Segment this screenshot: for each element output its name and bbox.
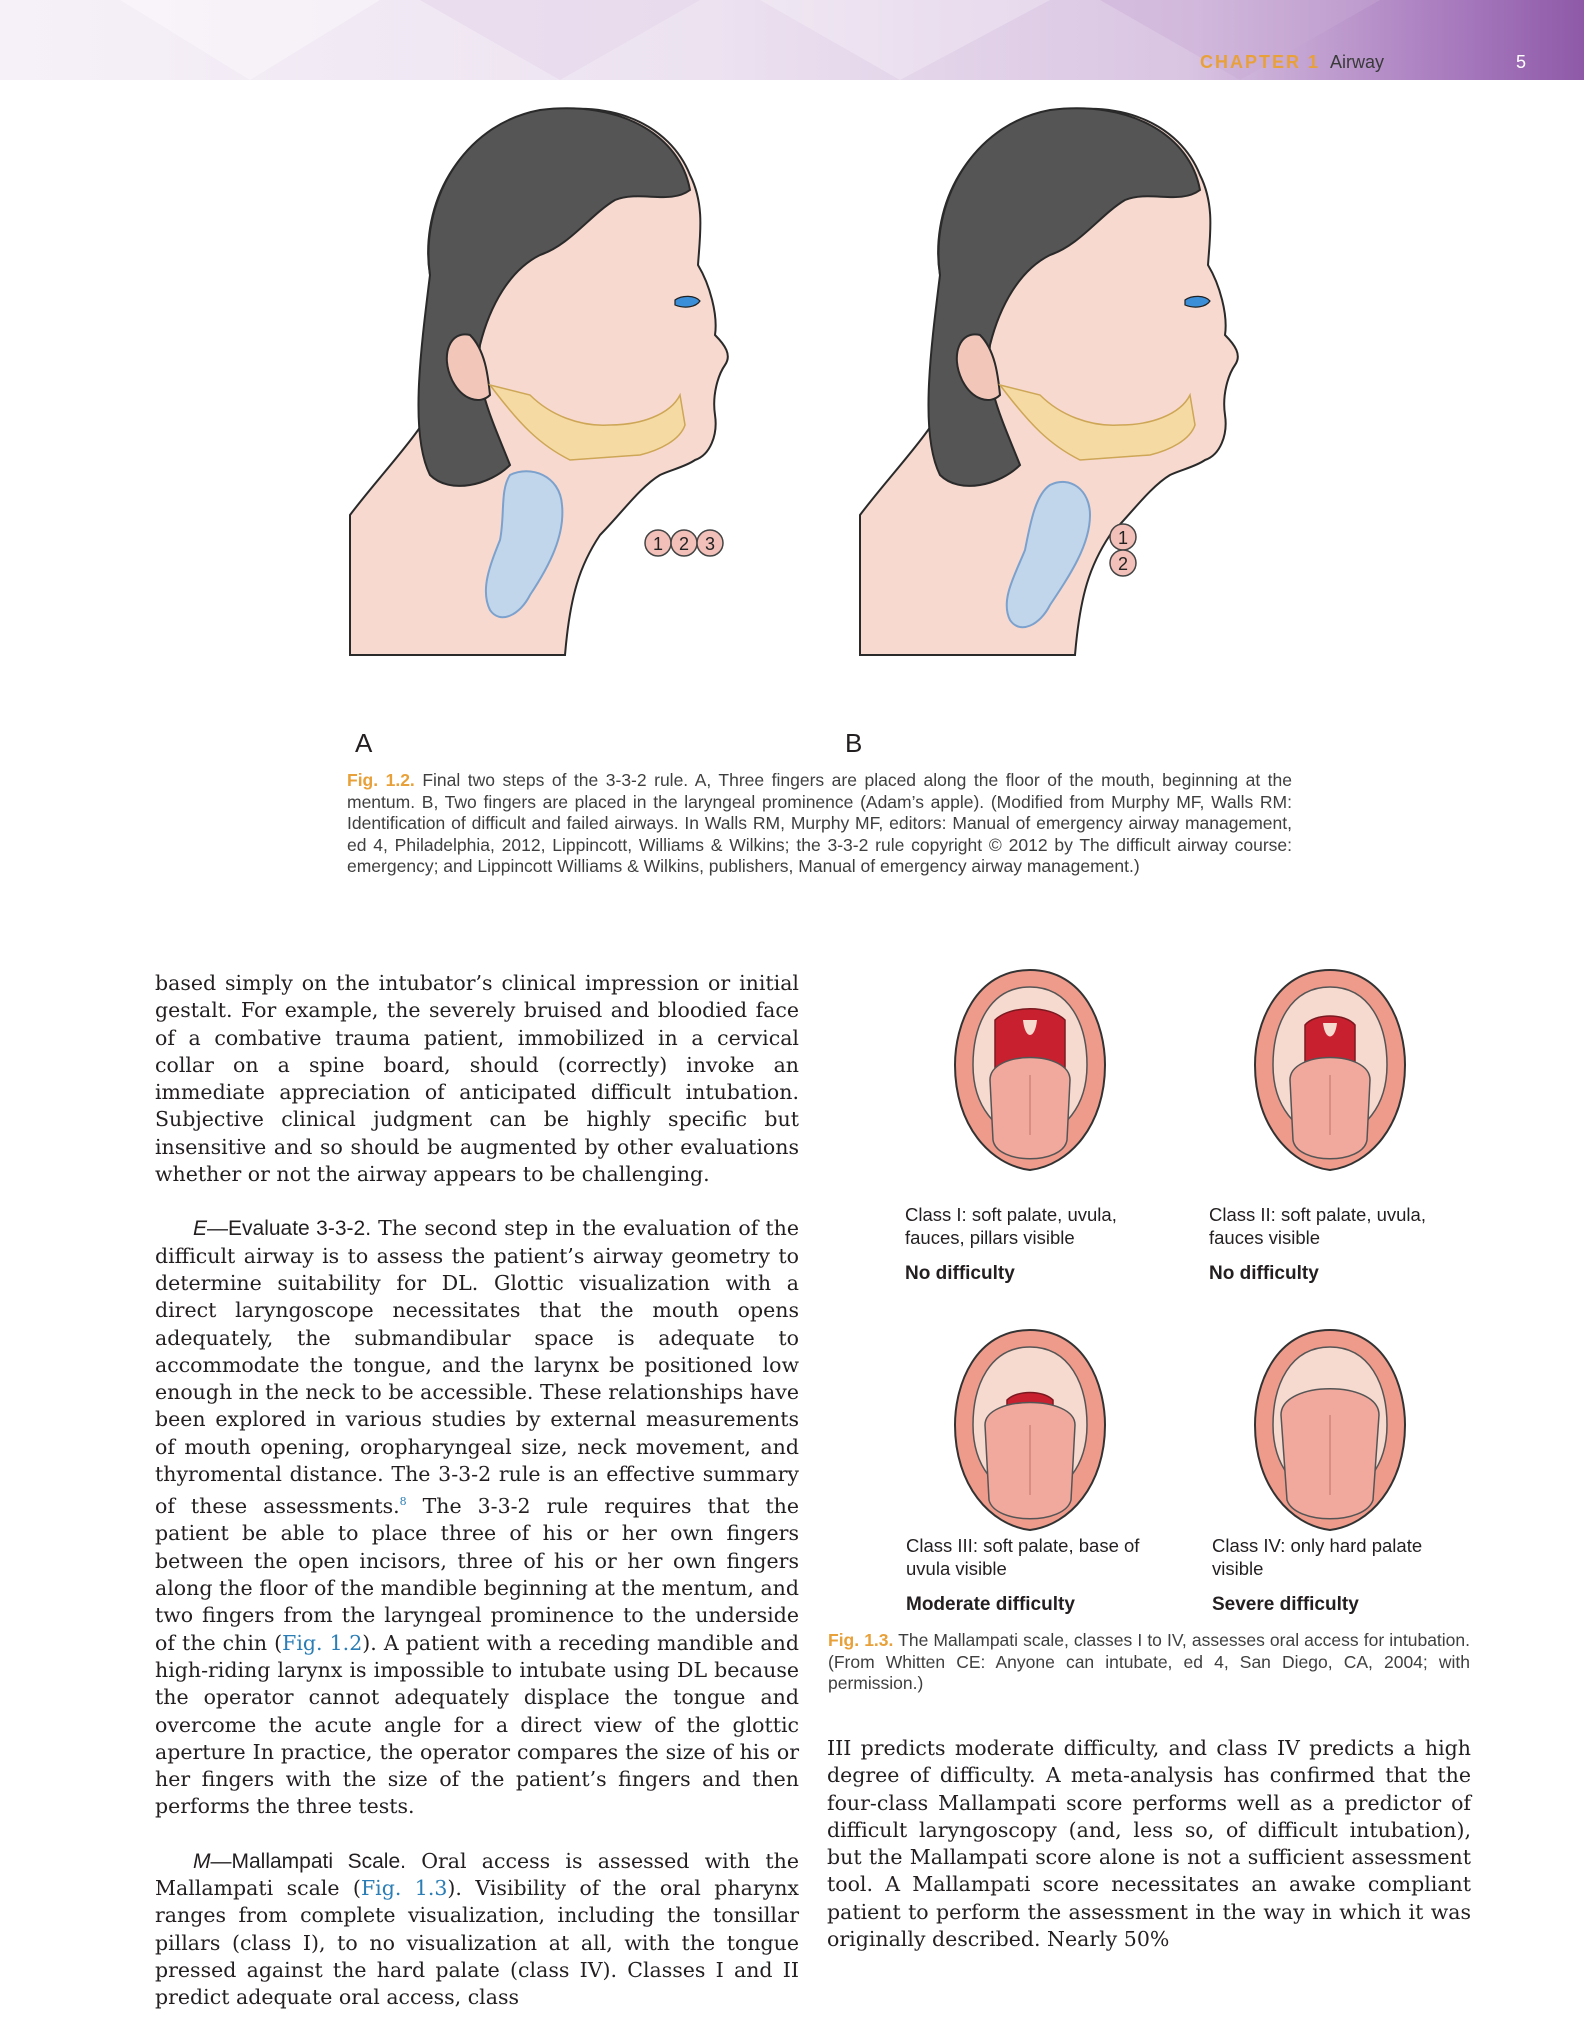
class-1-difficulty: No difficulty — [905, 1263, 1015, 1284]
figure-1-2-illustration — [340, 95, 1260, 755]
class-1-description: Class I: soft palate, uvula, fauces, pillars visible — [905, 1204, 1117, 1248]
finger-mark-a-2: 2 — [678, 534, 690, 554]
class-2-description: Class II: soft palate, uvula, fauces visible — [1209, 1204, 1426, 1248]
fig-1-3-link[interactable]: Fig. 1.3 — [360, 1876, 448, 1901]
figure-1-2-label: Fig. 1.2. — [347, 770, 415, 790]
mouth-class-2-illustration — [1245, 965, 1415, 1175]
finger-mark-b-2: 2 — [1117, 554, 1129, 574]
finger-marks-b — [1110, 524, 1136, 576]
class-4-difficulty: Severe difficulty — [1212, 1594, 1359, 1615]
mouth-class-1-illustration — [945, 965, 1115, 1175]
class-4-description: Class IV: only hard palate visible — [1212, 1535, 1423, 1579]
mouth-class-4-illustration — [1245, 1325, 1415, 1535]
paragraph-3: M—Mallampati Scale. Oral access is assessed with the Mallampati scale (Fig. 1.3). Visibility of the oral pharynx ranges from complete visualization, including the tonsillar pillars (class I), to no visualization at all, with the tongue pressed against the hard palate (class IV). Classes I and II predict adequate oral access, class — [155, 1848, 799, 2010]
finger-marks-a — [645, 530, 723, 556]
fig-1-2-link[interactable]: Fig. 1.2 — [282, 1630, 363, 1655]
finger-mark-a-3: 3 — [704, 534, 716, 554]
running-head — [1200, 52, 1500, 76]
figure-1-3-caption-text: The Mallampati scale, classes I to IV, assesses oral access for intubation. (From Whitten CE: Anyone can intubate, ed 4, San Diego, CA, 2004; with permission.) — [828, 1630, 1471, 1693]
left-column — [155, 970, 799, 2012]
head-illustration-a — [350, 108, 728, 655]
head-illustration-b — [860, 108, 1238, 655]
chapter-title: Airway — [1330, 52, 1385, 72]
finger-mark-b-1: 1 — [1117, 528, 1129, 548]
panel-label-b: B — [845, 728, 863, 758]
figure-1-2-caption-text: Final two steps of the 3-3-2 rule. A, Three fingers are placed along the floor of the mouth, beginning at the mentum. B, Two fingers are placed in the laryngeal prominence (Adam’s apple). (Modified from Murphy MF, Walls RM: Identification of difficult and failed airways. In Walls RM, Murphy MF, editors: Manual of emergency airway management, ed 4, Philadelphia, 2012, Lippincott, Williams & Wilkins; the 3-3-2 rule copyright © 2012 by The difficult airway course: emergency; and Lippincott Williams & Wilkins, publishers, Manual of emergency airway management.) — [347, 770, 1293, 876]
paragraph-2: E—Evaluate 3-3-2. The second step in the evaluation of the difficult airway is to assess the patient’s airway geometry to determine suitability for DL. Glottic visualization with a direct laryngoscope necessitates that the mouth opens adequately, the submandibular space is adequate to accommodate the tongue, and the larynx be positioned low enough in the neck to be accessible. These relationships have been explored in various studies by external measurements of mouth opening, oropharyngeal size, neck movement, and thyromental distance. The 3-3-2 rule is an effective summary of these assessments.$^8$ The 3-3-2 rule requires that the patient be able to place three of his or her own fingers between the open incisors, three of his or her own fingers along the floor of the mandible beginning at the mentum, and two fingers from the laryngeal prominence to the underside of the chin (Fig. 1.2). A patient with a receding mandible and high-riding larynx is impossible to intubate using DL because the operator cannot adequately displace the tongue and overcome the acute angle for a direct view of the glottic aperture In practice, the operator compares the size of his or her fingers with the size of the patient’s fingers and then performs the three tests. — [155, 1216, 799, 1819]
figure-1-2 — [340, 95, 1260, 755]
figure-1-3-label: Fig. 1.3. — [828, 1630, 894, 1650]
page-number: 5 — [1516, 52, 1527, 72]
class-3-difficulty: Moderate difficulty — [906, 1594, 1075, 1615]
figure-1-3 — [870, 965, 1470, 1625]
paragraph-1: based simply on the intubator’s clinical impression or initial gestalt. For example, the severely bruised and bloodied face of a combative trauma patient, immobilized in a cervical collar on a spine board, should (correctly) invoke an immediate appreciation of anticipated difficult intubation. Subjective clinical judgment can be highly specific but insensitive and so should be augmented by other evaluations whether or not the airway appears to be challenging. — [155, 971, 799, 1187]
class-3-description: Class III: soft palate, base of uvula visible — [906, 1535, 1140, 1579]
figure-1-2-caption — [347, 770, 1292, 878]
chapter-label: CHAPTER 1 — [1200, 52, 1321, 72]
finger-mark-a-1: 1 — [652, 534, 664, 554]
runin-heading-mallampati: M—Mallampati Scale. — [193, 1849, 406, 1873]
panel-label-a: A — [355, 728, 373, 758]
right-paragraph: III predicts moderate difficulty, and class IV predicts a high degree of difficulty. A meta-analysis has confirmed that the four-class Mallampati score performs well as a predictor of difficult laryngoscopy (and, less so, of difficult intubation), but the Mallampati score alone is not a sufficient assessment tool. A Mallampati score necessitates an awake compliant patient to perform the assessment in the way in which it was originally described. Nearly 50% — [827, 1736, 1471, 1952]
mouth-class-3-illustration — [945, 1325, 1115, 1535]
figure-1-3-caption — [828, 1630, 1470, 1695]
right-column — [827, 1735, 1471, 1953]
class-2-difficulty: No difficulty — [1209, 1263, 1319, 1284]
runin-heading-evaluate: E—Evaluate 3-3-2. — [193, 1217, 372, 1241]
reference-8[interactable]: 8 — [399, 1495, 407, 1509]
